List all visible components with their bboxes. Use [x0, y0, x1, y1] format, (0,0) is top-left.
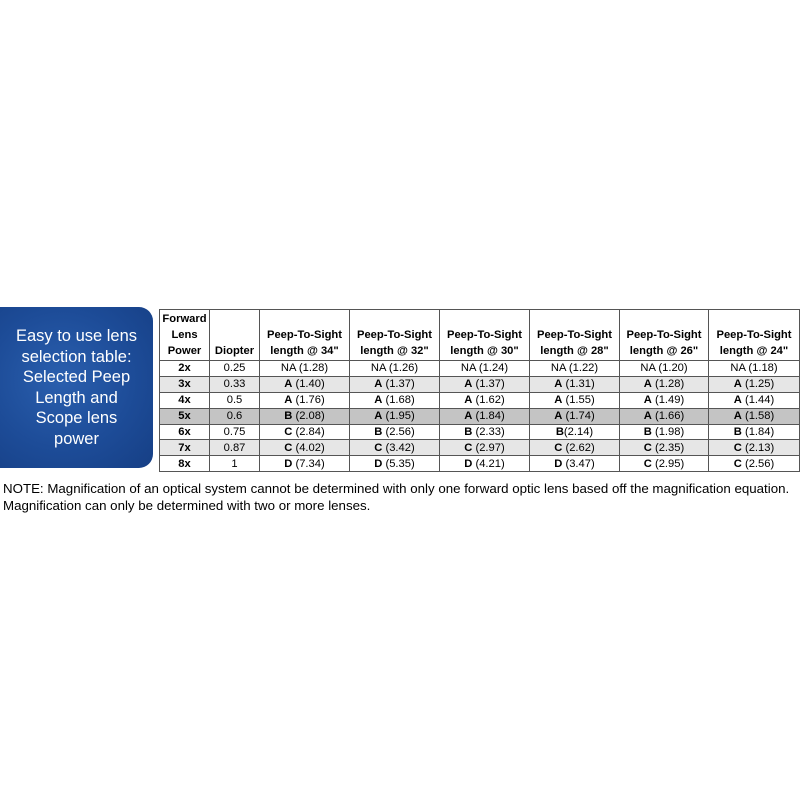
peep-length-cell [530, 456, 620, 472]
lens-grade: C [643, 457, 652, 470]
lens-grade: B [733, 426, 742, 438]
length-value: (2.33) [472, 426, 505, 438]
lens-grade: A [643, 394, 652, 407]
lens-grade: A [374, 378, 383, 391]
header-diopter: Diopter [210, 310, 260, 361]
peep-length-cell [709, 424, 800, 440]
peep-length-cell [709, 392, 800, 408]
table-body [160, 361, 800, 472]
lens-power-cell: 7x [160, 440, 210, 456]
peep-length-cell [440, 376, 530, 392]
peep-length-cell [530, 424, 620, 440]
lens-power-cell: 6x [160, 424, 210, 440]
peep-length-cell [620, 424, 709, 440]
lens-grade: D [374, 457, 383, 470]
length-value: (1.95) [382, 410, 415, 423]
lens-grade: B [555, 426, 564, 438]
peep-length-cell [260, 408, 350, 424]
lens-power-cell: 8x [160, 456, 210, 472]
peep-length-cell [260, 456, 350, 472]
length-value: (2.95) [651, 457, 685, 470]
length-value: NA (1.24) [460, 362, 509, 375]
length-value: (1.31) [562, 378, 595, 391]
peep-length-cell [530, 376, 620, 392]
peep-length-cell [530, 408, 620, 424]
lens-power-cell: 3x [160, 376, 210, 392]
lens-grade: D [284, 457, 293, 470]
lens-grade: A [554, 410, 563, 423]
peep-length-cell [620, 392, 709, 408]
length-value: NA (1.26) [370, 362, 419, 375]
peep-length-cell [350, 361, 440, 377]
length-value: (2.08) [292, 410, 325, 423]
length-value: (2.13) [741, 441, 775, 454]
lens-grade: A [733, 410, 742, 423]
length-value: (1.44) [741, 394, 775, 407]
length-value: (2.62) [562, 441, 595, 454]
length-value: (5.35) [382, 457, 415, 470]
lens-grade: B [464, 426, 473, 438]
lens-grade: C [284, 441, 293, 454]
lens-grade: C [733, 457, 742, 470]
length-value: (2.56) [382, 426, 415, 438]
lens-grade: C [643, 441, 652, 454]
length-value: (1.62) [472, 394, 505, 407]
peep-length-cell [440, 392, 530, 408]
lens-grade: B [374, 426, 383, 438]
header-peep-length-3: Peep-To-Sight length @ 30" [440, 310, 530, 361]
length-value: (4.02) [292, 441, 325, 454]
callout-text: Easy to use lens selection table: Selected Peep Length and Scope lens power [15, 327, 138, 448]
lens-grade: A [284, 394, 293, 407]
lens-grade: C [374, 441, 383, 454]
peep-length-cell [350, 408, 440, 424]
length-value: (3.42) [382, 441, 415, 454]
peep-length-cell [260, 376, 350, 392]
length-value: (1.28) [651, 378, 685, 391]
table-row [160, 376, 800, 392]
length-value: (1.74) [562, 410, 595, 423]
lens-grade: B [284, 410, 293, 423]
lens-grade: D [554, 457, 563, 470]
lens-grade: A [464, 394, 473, 407]
table-header-row [160, 310, 800, 361]
length-value: (1.68) [382, 394, 415, 407]
peep-length-cell [709, 361, 800, 377]
lens-grade: A [554, 378, 563, 391]
length-value: (1.76) [292, 394, 325, 407]
length-value: (3.47) [562, 457, 595, 470]
lens-power-cell: 4x [160, 392, 210, 408]
lens-grade: A [464, 410, 473, 423]
diopter-cell: 0.5 [210, 392, 260, 408]
length-value: (1.40) [292, 378, 325, 391]
peep-length-cell [260, 440, 350, 456]
peep-length-cell [260, 361, 350, 377]
diopter-cell: 0.87 [210, 440, 260, 456]
header-peep-length-1: Peep-To-Sight length @ 34" [260, 310, 350, 361]
length-value: (1.58) [741, 410, 775, 423]
table-row [160, 361, 800, 377]
peep-length-cell [440, 361, 530, 377]
length-value: (1.37) [382, 378, 415, 391]
peep-length-cell [350, 376, 440, 392]
lens-grade: A [733, 394, 742, 407]
table-row [160, 424, 800, 440]
length-value: (2.35) [651, 441, 685, 454]
peep-length-cell [620, 440, 709, 456]
length-value: NA (1.20) [640, 362, 688, 375]
length-value: (1.37) [472, 378, 505, 391]
lens-grade: D [464, 457, 473, 470]
diopter-cell: 0.6 [210, 408, 260, 424]
header-peep-length-2: Peep-To-Sight length @ 32" [350, 310, 440, 361]
length-value: (1.84) [472, 410, 505, 423]
table-row [160, 456, 800, 472]
table-row [160, 408, 800, 424]
lens-selection-table [159, 309, 800, 472]
header-peep-length-4: Peep-To-Sight length @ 28" [530, 310, 620, 361]
lens-grade: C [554, 441, 563, 454]
lens-grade: A [374, 394, 383, 407]
peep-length-cell [350, 392, 440, 408]
length-value: (1.25) [741, 378, 775, 391]
peep-length-cell [620, 361, 709, 377]
length-value: (4.21) [472, 457, 505, 470]
lens-grade: A [643, 378, 652, 391]
peep-length-cell [440, 408, 530, 424]
lens-grade: B [643, 426, 652, 438]
peep-length-cell [620, 376, 709, 392]
table-row [160, 392, 800, 408]
length-value: (1.66) [651, 410, 685, 423]
peep-length-cell [440, 440, 530, 456]
peep-length-cell [350, 456, 440, 472]
peep-length-cell [709, 440, 800, 456]
lens-grade: A [464, 378, 473, 391]
header-forward-lens-power: Forward Lens Power [160, 310, 210, 361]
peep-length-cell [530, 392, 620, 408]
length-value: (1.84) [741, 426, 775, 438]
peep-length-cell [350, 424, 440, 440]
lens-grade: A [374, 410, 383, 423]
length-value: NA (1.28) [280, 362, 329, 375]
peep-length-cell [709, 408, 800, 424]
lens-grade: C [733, 441, 742, 454]
peep-length-cell [260, 392, 350, 408]
length-value: (2.84) [292, 426, 325, 438]
lens-grade: A [733, 378, 742, 391]
diopter-cell: 1 [210, 456, 260, 472]
length-value: (1.49) [651, 394, 685, 407]
length-value: (2.56) [741, 457, 775, 470]
length-value: (1.98) [651, 426, 685, 438]
header-peep-length-6: Peep-To-Sight length @ 24" [709, 310, 800, 361]
info-callout [0, 307, 153, 468]
peep-length-cell [530, 440, 620, 456]
table-row [160, 440, 800, 456]
length-value: (2.14) [563, 426, 594, 438]
length-value: NA (1.22) [550, 362, 599, 375]
diopter-cell: 0.25 [210, 361, 260, 377]
lens-power-cell: 2x [160, 361, 210, 377]
diopter-cell: 0.75 [210, 424, 260, 440]
lens-grade: A [643, 410, 652, 423]
length-value: (1.55) [562, 394, 595, 407]
magnification-note: NOTE: Magnification of an optical system cannot be determined with only one forward optic lens based off the magnification equation. Magnification can only be determined with two or more lenses. [3, 481, 790, 513]
length-value: (2.97) [472, 441, 505, 454]
lens-grade: A [284, 378, 293, 391]
peep-length-cell [530, 361, 620, 377]
peep-length-cell [350, 440, 440, 456]
peep-length-cell [260, 424, 350, 440]
lens-grade: C [464, 441, 473, 454]
peep-length-cell [709, 456, 800, 472]
lens-power-cell: 5x [160, 408, 210, 424]
peep-length-cell [440, 424, 530, 440]
lens-grade: A [554, 394, 563, 407]
lens-grade: C [284, 426, 293, 438]
length-value: (7.34) [292, 457, 325, 470]
peep-length-cell [620, 408, 709, 424]
length-value: NA (1.18) [730, 362, 778, 375]
diopter-cell: 0.33 [210, 376, 260, 392]
peep-length-cell [440, 456, 530, 472]
peep-length-cell [709, 376, 800, 392]
peep-length-cell [620, 456, 709, 472]
header-peep-length-5: Peep-To-Sight length @ 26" [620, 310, 709, 361]
